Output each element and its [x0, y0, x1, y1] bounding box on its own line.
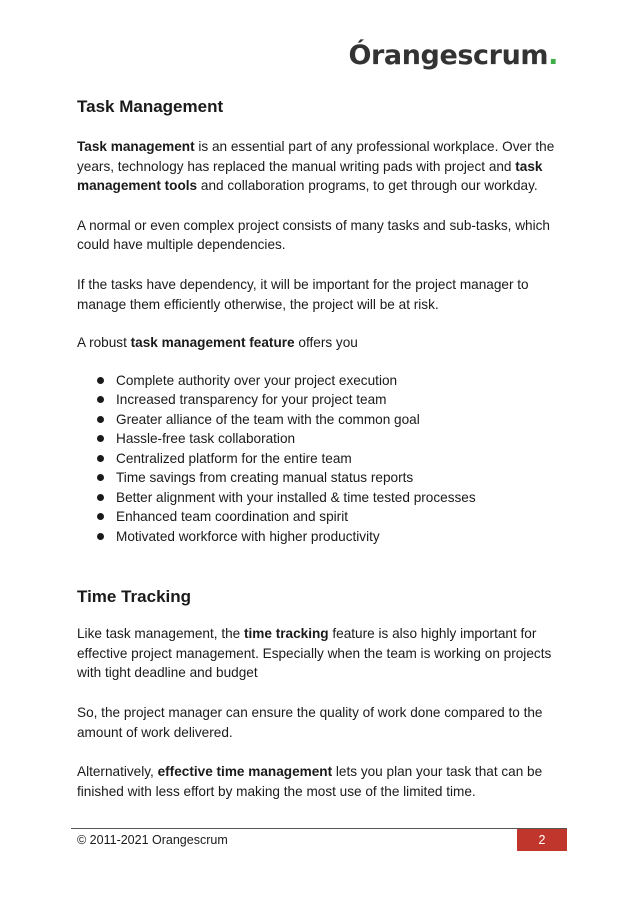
list-item — [97, 527, 567, 547]
bold-text: Task management — [77, 139, 195, 154]
section-heading-task-management: Task Management — [77, 97, 224, 116]
bullet-icon — [97, 533, 104, 540]
list-item-text: Greater alliance of the team with the common goal — [116, 411, 420, 427]
logo-dot: . — [548, 40, 558, 71]
paragraph-dependencies: A normal or even complex project consists of many tasks and sub-tasks, which could have multiple dependencies. — [77, 217, 550, 253]
bullet-icon — [97, 455, 104, 462]
bullet-icon — [97, 474, 104, 481]
logo-text: Órangescrum — [348, 40, 549, 71]
paragraph-text: A robust — [77, 335, 131, 351]
paragraph-quality: So, the project manager can ensure the quality of work done compared to the amount of work delivered. — [77, 705, 543, 740]
bold-text: task management feature — [130, 335, 295, 351]
list-item-text: Centralized platform for the entire team — [116, 450, 352, 466]
bullet-icon — [97, 435, 104, 442]
paragraph-text: feature is also highly important for effective project management. Especially when the team is working on projects with tight deadline and budget — [77, 626, 552, 681]
list-item — [97, 390, 567, 410]
paragraph-text: is an essential part of any professional workplace. Over the years, technology has replaced the manual writing pads with project and — [77, 139, 555, 174]
paragraph-risk: If the tasks have dependency, it will be important for the project manager to manage them efficiently otherwise, the project will be at risk. — [77, 276, 529, 312]
list-item — [97, 488, 567, 508]
bold-text: time tracking — [244, 626, 329, 642]
page-number-badge: 2 — [517, 829, 567, 851]
list-item-text: Better alignment with your installed & time tested processes — [116, 489, 476, 505]
bullet-icon — [97, 377, 104, 384]
list-item — [97, 410, 567, 430]
list-item — [97, 371, 567, 391]
list-item-text: Complete authority over your project execution — [116, 372, 398, 388]
list-item — [97, 468, 567, 488]
orangescrum-logo — [348, 40, 558, 72]
list-item — [97, 429, 567, 449]
benefits-list — [77, 371, 567, 547]
list-item-text: Hassle-free task collaboration — [116, 431, 296, 447]
bullet-icon — [97, 416, 104, 423]
paragraph-feature-intro — [77, 333, 567, 353]
paragraph-time-management — [77, 762, 567, 801]
bullet-icon — [97, 396, 104, 403]
paragraph-text: lets you plan your task that can be finished with less effort by making the most use of the limited time. — [77, 764, 543, 799]
page-content — [77, 90, 567, 801]
list-item — [97, 449, 567, 469]
list-item-text: Increased transparency for your project team — [116, 392, 387, 408]
bold-text: task management tools — [77, 158, 543, 194]
paragraph-text: and collaboration programs, to get through our workday. — [197, 178, 538, 194]
list-item — [97, 507, 567, 527]
footer-copyright: © 2011-2021 Orangescrum — [77, 833, 228, 847]
section-heading-time-tracking: Time Tracking — [77, 587, 192, 607]
list-item-text: Enhanced team coordination and spirit — [116, 509, 348, 525]
bold-text: effective time management — [157, 764, 333, 780]
paragraph-text: offers you — [294, 335, 358, 351]
paragraph-task-intro — [77, 137, 567, 196]
page-footer — [71, 828, 567, 851]
paragraph-time-tracking-intro — [77, 624, 567, 683]
list-item-text: Motivated workforce with higher productivity — [116, 528, 380, 544]
bullet-icon — [97, 494, 104, 501]
paragraph-text: Alternatively, — [77, 764, 158, 780]
list-item-text: Time savings from creating manual status reports — [116, 470, 414, 486]
bullet-icon — [97, 513, 104, 520]
paragraph-text: Like task management, the — [77, 626, 244, 642]
